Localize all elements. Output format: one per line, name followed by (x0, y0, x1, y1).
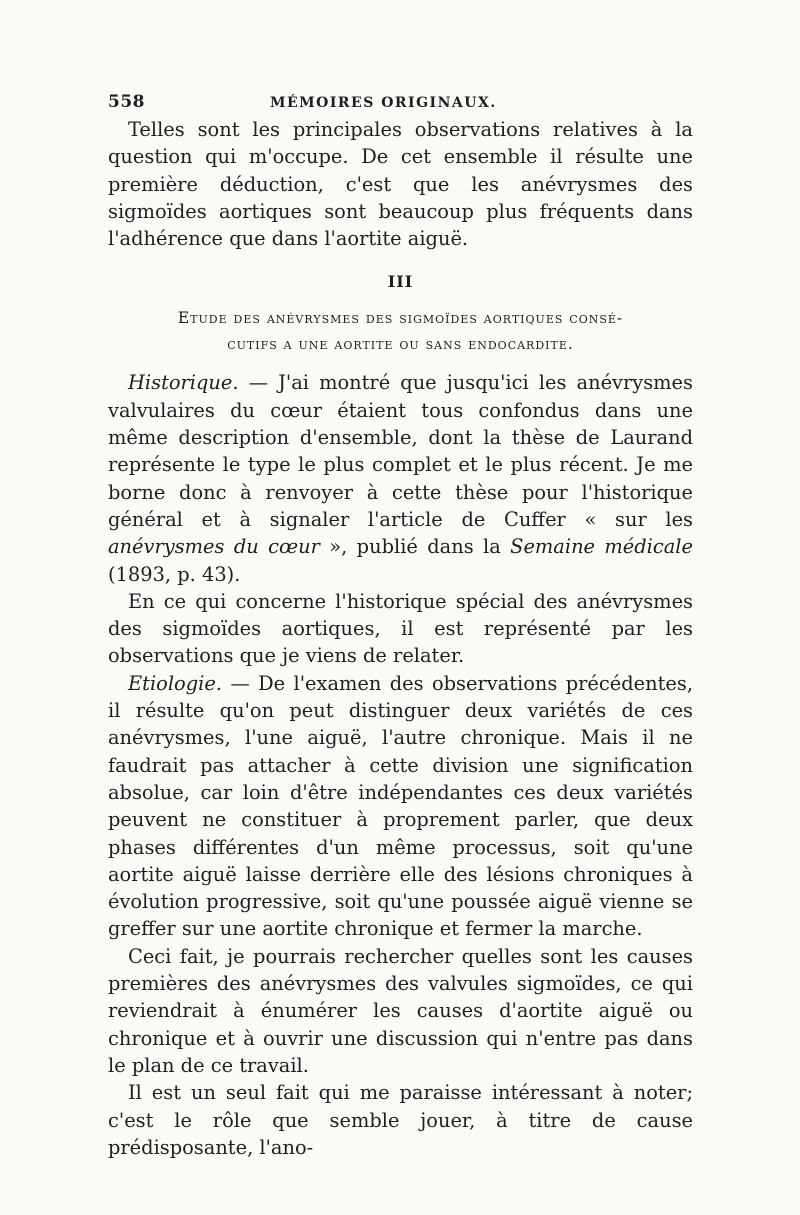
page-number: 558 (108, 92, 145, 112)
section-title-line-2: cutifs a une aortite ou sans endocardite. (227, 335, 574, 354)
paragraph-historique (108, 369, 693, 587)
etiologie-lead: Etiologie. (128, 671, 222, 695)
etiologie-text: — De l'examen des observations précédentes, il résulte qu'on peut distinguer deux variétés de ces anévrysmes, l'une aiguë, l'autre chronique. Mais il ne faudrait pas attacher à cette division une signification absolue, car loin d'être indépendantes ces deux variétés peuvent ne constituer à proprement parler, que deux phases différentes d'un même processus, soit qu'une aortite aiguë laisse derrière elle des lésions chroniques à évolution progressive, soit qu'une poussée aiguë vienne se greffer sur une aortite chronique et fermer la marche. (108, 671, 693, 941)
paragraph-historique-special: En ce qui concerne l'historique spécial des anévrysmes des sigmoïdes aortiques, il est représenté par les observations que je viens de relater. (108, 589, 693, 668)
historique-journal: Semaine médicale (510, 535, 693, 559)
section-title (108, 305, 693, 357)
paragraph-etiologie (108, 670, 693, 943)
running-title: MÉMOIRES ORIGINAUX. (270, 95, 497, 111)
historique-lead: Historique. (128, 371, 239, 395)
section-number: III (387, 272, 414, 292)
historique-text-b: », publié dans la (319, 535, 511, 559)
section-title-line-1: Etude des anévrysmes des sigmoïdes aortiques consé- (177, 309, 624, 328)
paragraph-ceci: Ceci fait, je pourrais rechercher quelles sont les causes premières des anévrysmes des valvules sigmoïdes, ce qui reviendrait à énumérer les causes d'aortite aiguë ou chronique et à ouvrir une discussion qui n'entre pas dans le plan de ce travail. (108, 944, 693, 1077)
historique-italic-title: anévrysmes du cœur (108, 535, 320, 559)
historique-text-a: — J'ai montré que jusqu'ici les anévrysmes valvulaires du cœur étaient tous confondus dans une même description d'ensemble, dont la thèse de Laurand représente le type le plus complet et le plus récent. Je me borne donc à renvoyer à cette thèse pour l'historique général et à signaler l'article de Cuffer « sur les (108, 371, 693, 531)
paragraph-last: Il est un seul fait qui me paraisse intéressant à noter; c'est le rôle que semble jouer, à titre de cause prédisposante, l'ano- (108, 1081, 693, 1159)
historique-text-c: (1893, p. 43). (108, 562, 241, 586)
running-head (108, 92, 693, 112)
paragraph-observations: Telles sont les principales observations relatives à la question qui m'occupe. De cet ensemble il résulte une première déduction, c'est que les anévrysmes des sigmoïdes aortiques sont beaucoup plus fréquents dans l'adhérence que dans l'aortite aiguë. (108, 118, 693, 251)
